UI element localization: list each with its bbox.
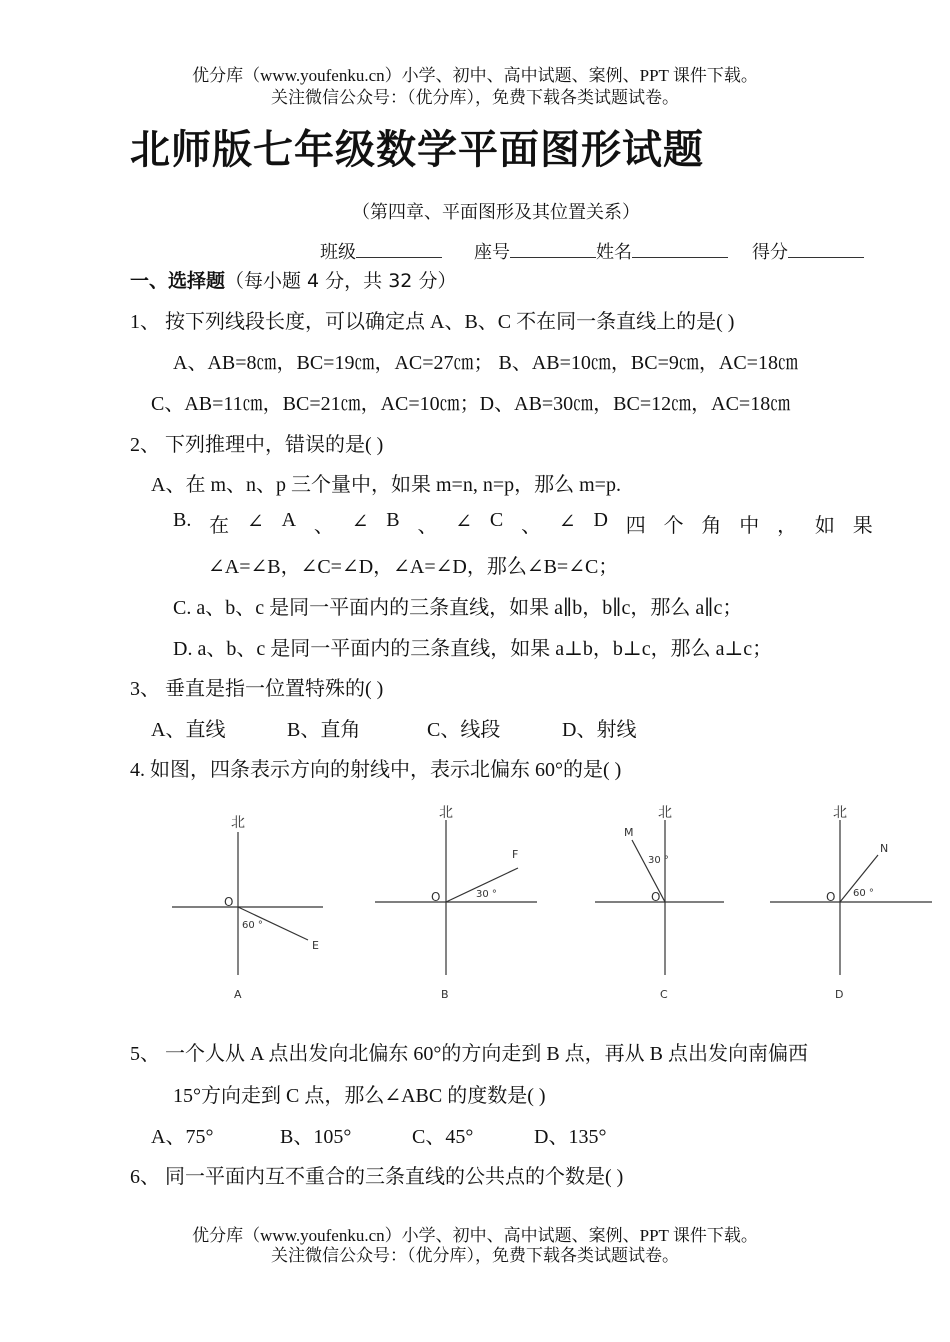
- seat-blank: [510, 241, 596, 258]
- score-label: 得分: [752, 242, 788, 262]
- q2-stem: 2、 下列推理中，错误的是( ): [130, 434, 384, 456]
- q2-b-token: ∠: [247, 511, 264, 533]
- seat-field: [474, 238, 728, 264]
- q5-option-d: D、135°: [534, 1126, 607, 1148]
- class-field: [320, 238, 442, 264]
- q1-options-ab: A、AB=8㎝，BC=19㎝，AC=27㎝； B、AB=10㎝，BC=9㎝，AC=18㎝: [173, 352, 798, 374]
- q2-option-c: C. a、b、c 是同一平面内的三条直线，如果 a∥b，b∥c，那么 a∥c；: [173, 597, 743, 619]
- q4-stem: 4. 如图，四条表示方向的射线中，表示北偏东 60°的是( ): [130, 759, 622, 781]
- q2-b-token: 果: [852, 515, 873, 537]
- name-blank: [632, 241, 728, 258]
- q2-b-token: ，: [777, 515, 798, 537]
- q6-stem: 6、 同一平面内互不重合的三条直线的公共点的个数是( ): [130, 1166, 624, 1188]
- class-label: 班级: [320, 242, 356, 262]
- q2-b-token: B: [386, 509, 400, 531]
- q2-b-token: 、: [521, 515, 542, 537]
- figure-d-caption: D: [835, 988, 844, 1001]
- section-title: 一、选择题: [130, 270, 226, 292]
- figure-d-angle: 60 °: [853, 888, 874, 899]
- figure-c-origin: O: [651, 890, 661, 904]
- figure-b-north: 北: [439, 805, 453, 821]
- footer-line-1: 优分库（www.youfenku.cn）小学、初中、高中试题、案例、PPT 课件下载。: [192, 1226, 758, 1245]
- q2-b-token: C: [489, 509, 504, 531]
- score-field: [752, 238, 864, 264]
- q4-figures: [160, 795, 940, 1010]
- class-blank: [356, 241, 442, 258]
- figure-d-north: 北: [833, 805, 847, 821]
- score-blank: [788, 241, 864, 258]
- q2-b-token: 在: [209, 515, 230, 537]
- q1-options-cd: C、AB=11㎝，BC=21㎝，AC=10㎝；D、AB=30㎝，BC=12㎝，AC=18㎝: [151, 393, 791, 415]
- q2-b-token: 四: [625, 515, 646, 537]
- q5-stem-line-1: 5、 一个人从 A 点出发向北偏东 60°的方向走到 B 点，再从 B 点出发向南偏西: [130, 1043, 809, 1065]
- q3-option-c: C、线段: [427, 719, 501, 741]
- figure-d: [770, 805, 932, 1001]
- page-title: 北师版七年级数学平面图形试题: [130, 127, 704, 173]
- q2-b-token: 如: [814, 515, 835, 537]
- q2-b-token: 个: [663, 515, 684, 537]
- figure-c-ray-label: M: [624, 826, 634, 839]
- q3-option-b: B、直角: [287, 719, 361, 741]
- q2-b-token: ∠: [455, 511, 473, 533]
- section-note: （每小题 4 分，共 32 分）: [225, 270, 457, 292]
- header-line-2: 关注微信公众号：（优分库），免费下载各类试题试卷。: [271, 88, 679, 107]
- name-label: 姓名: [596, 242, 632, 262]
- q2-b-token: A: [281, 509, 297, 531]
- q1-stem: 1、 按下列线段长度，可以确定点 A、B、C 不在同一条直线上的是( ): [130, 311, 735, 333]
- figure-a-origin: O: [224, 895, 234, 909]
- figure-a-angle: 60 °: [242, 920, 263, 931]
- figure-b: [375, 805, 537, 1001]
- figure-c-caption: C: [660, 988, 668, 1001]
- figure-c-north: 北: [658, 805, 672, 821]
- figure-b-angle: 30 °: [476, 889, 497, 900]
- header-line-1: 优分库（www.youfenku.cn）小学、初中、高中试题、案例、PPT 课件下载。: [192, 66, 758, 85]
- q2-b-token: 、: [313, 515, 334, 537]
- q2-b-token: B.: [173, 509, 192, 531]
- q2-b-token: 角: [701, 515, 722, 537]
- figure-b-caption: B: [441, 988, 449, 1001]
- q5-stem-line-2: 15°方向走到 C 点，那么∠ABC 的度数是( ): [173, 1085, 546, 1107]
- figure-a-north: 北: [231, 815, 245, 831]
- q2-option-b: [173, 509, 873, 538]
- q2-b-token: D: [593, 509, 608, 531]
- figure-b-ray-label: F: [512, 848, 519, 861]
- figure-c: [595, 805, 724, 1001]
- page-subtitle: （第四章、平面图形及其位置关系）: [352, 202, 640, 222]
- q2-option-d: D. a、b、c 是同一平面内的三条直线，如果 a⊥b，b⊥c，那么 a⊥c；: [173, 638, 773, 660]
- q2-b-token: 中: [739, 515, 760, 537]
- q5-option-a: A、75°: [151, 1126, 214, 1148]
- figure-d-origin: O: [826, 890, 836, 904]
- q5-option-b: B、105°: [280, 1126, 352, 1148]
- q2-b-token: 、: [417, 515, 438, 537]
- footer-line-2: 关注微信公众号：（优分库），免费下载各类试题试卷。: [271, 1246, 679, 1265]
- q2-b-token: ∠: [558, 511, 576, 533]
- q2-option-b-cont: ∠A=∠B，∠C=∠D，∠A=∠D，那么∠B=∠C；: [208, 556, 619, 578]
- q2-b-token: ∠: [351, 511, 369, 533]
- figure-a-caption: A: [234, 988, 242, 1001]
- figure-c-angle: 30 °: [648, 855, 669, 866]
- figure-b-origin: O: [431, 890, 441, 904]
- figure-a: [172, 815, 323, 1001]
- figure-d-ray-label: N: [880, 842, 889, 855]
- q3-option-d: D、射线: [562, 719, 637, 741]
- q2-option-a: A、在 m、n、p 三个量中，如果 m=n, n=p，那么 m=p.: [151, 474, 621, 496]
- seat-label: 座号: [474, 242, 510, 262]
- q3-stem: 3、 垂直是指一位置特殊的( ): [130, 678, 384, 700]
- section-heading: [130, 266, 456, 293]
- q5-option-c: C、45°: [412, 1126, 474, 1148]
- q3-option-a: A、直线: [151, 719, 226, 741]
- figure-a-ray-label: E: [312, 939, 319, 952]
